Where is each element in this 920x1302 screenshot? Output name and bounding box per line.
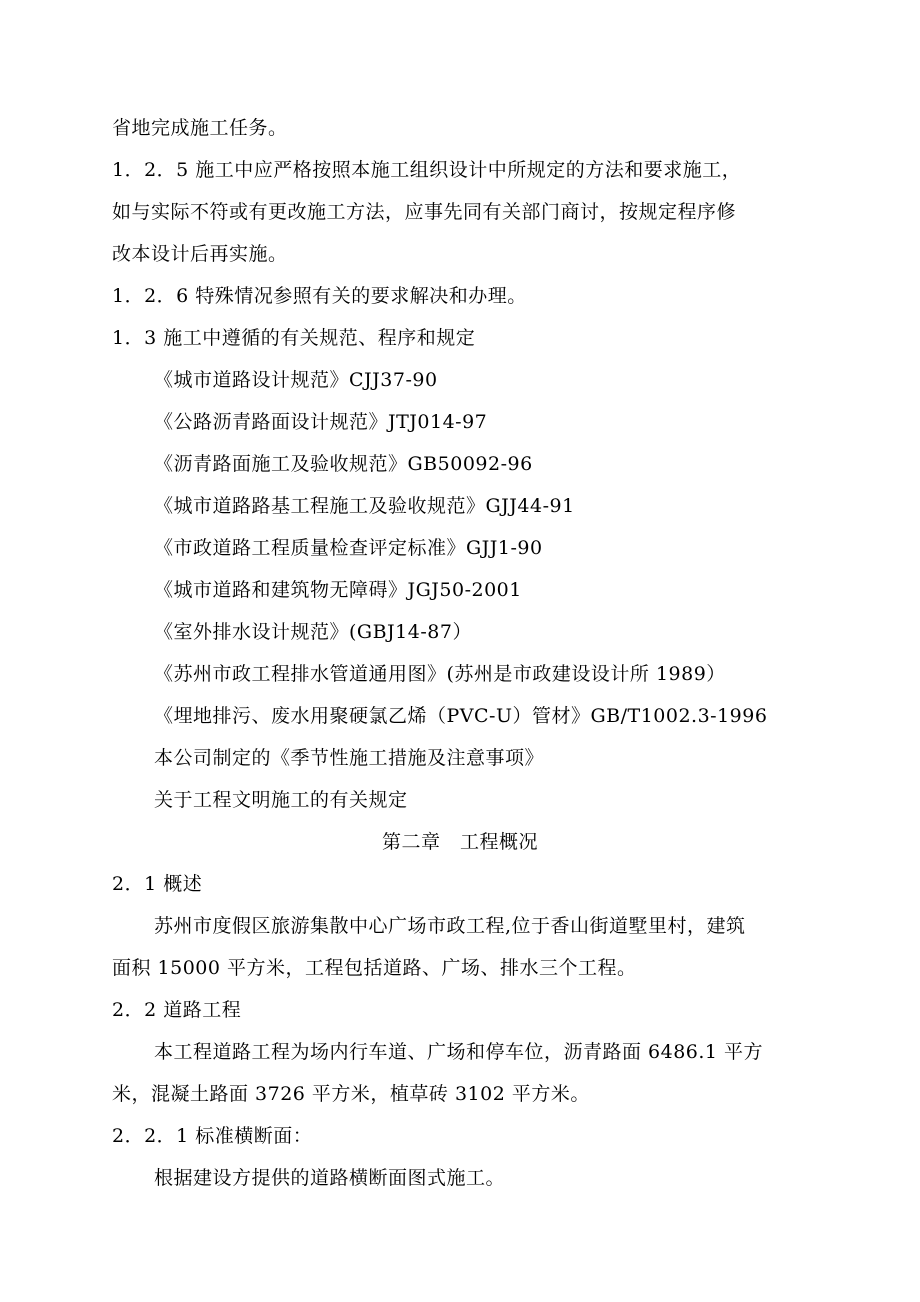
paragraph-line: 面积 15000 平方米，工程包括道路、广场、排水三个工程。 [112, 957, 637, 979]
paragraph-line: 苏州市度假区旅游集散中心广场市政工程,位于香山街道墅里村，建筑 [154, 915, 746, 937]
section-heading: 2．2 道路工程 [112, 999, 242, 1021]
paragraph-line: 1．2．5 施工中应严格按照本施工组织设计中所规定的方法和要求施工， [112, 159, 742, 181]
section-heading: 2．2．1 标准横断面： [112, 1125, 313, 1147]
section-heading: 1．3 施工中遵循的有关规范、程序和规定 [112, 327, 476, 349]
paragraph-line: 改本设计后再实施。 [112, 243, 288, 265]
standard-item: 《沥青路面施工及验收规范》GB50092-96 [154, 453, 533, 475]
paragraph-line: 本工程道路工程为场内行车道、广场和停车位，沥青路面 6486.1 平方 [154, 1041, 764, 1063]
standard-item: 关于工程文明施工的有关规定 [154, 789, 408, 811]
paragraph-line: 米，混凝土路面 3726 平方米，植草砖 3102 平方米。 [112, 1083, 590, 1105]
paragraph-line: 1．2．6 特殊情况参照有关的要求解决和办理。 [112, 285, 527, 307]
standard-item: 《埋地排污、废水用聚硬氯乙烯（PVC-U）管材》GB/T1002.3-1996 [154, 705, 768, 727]
standard-item: 《公路沥青路面设计规范》JTJ014-97 [154, 411, 488, 433]
paragraph-line: 根据建设方提供的道路横断面图式施工。 [154, 1167, 506, 1189]
standard-item: 《室外排水设计规范》(GBJ14-87） [154, 621, 472, 643]
standard-item: 《苏州市政工程排水管道通用图》(苏州是市政建设设计所 1989） [154, 663, 726, 685]
section-heading: 2．1 概述 [112, 873, 203, 895]
standard-item: 本公司制定的《季节性施工措施及注意事项》 [154, 747, 545, 769]
chapter-title: 第二章 工程概况 [381, 831, 538, 853]
standard-item: 《市政道路工程质量检查评定标准》GJJ1-90 [154, 537, 543, 559]
paragraph-line: 如与实际不符或有更改施工方法，应事先同有关部门商讨，按规定程序修 [112, 201, 737, 223]
paragraph-line: 省地完成施工任务。 [112, 117, 288, 139]
standard-item: 《城市道路设计规范》CJJ37-90 [154, 369, 438, 391]
standard-item: 《城市道路和建筑物无障碍》JGJ50-2001 [154, 579, 522, 601]
standard-item: 《城市道路路基工程施工及验收规范》GJJ44-91 [154, 495, 575, 517]
